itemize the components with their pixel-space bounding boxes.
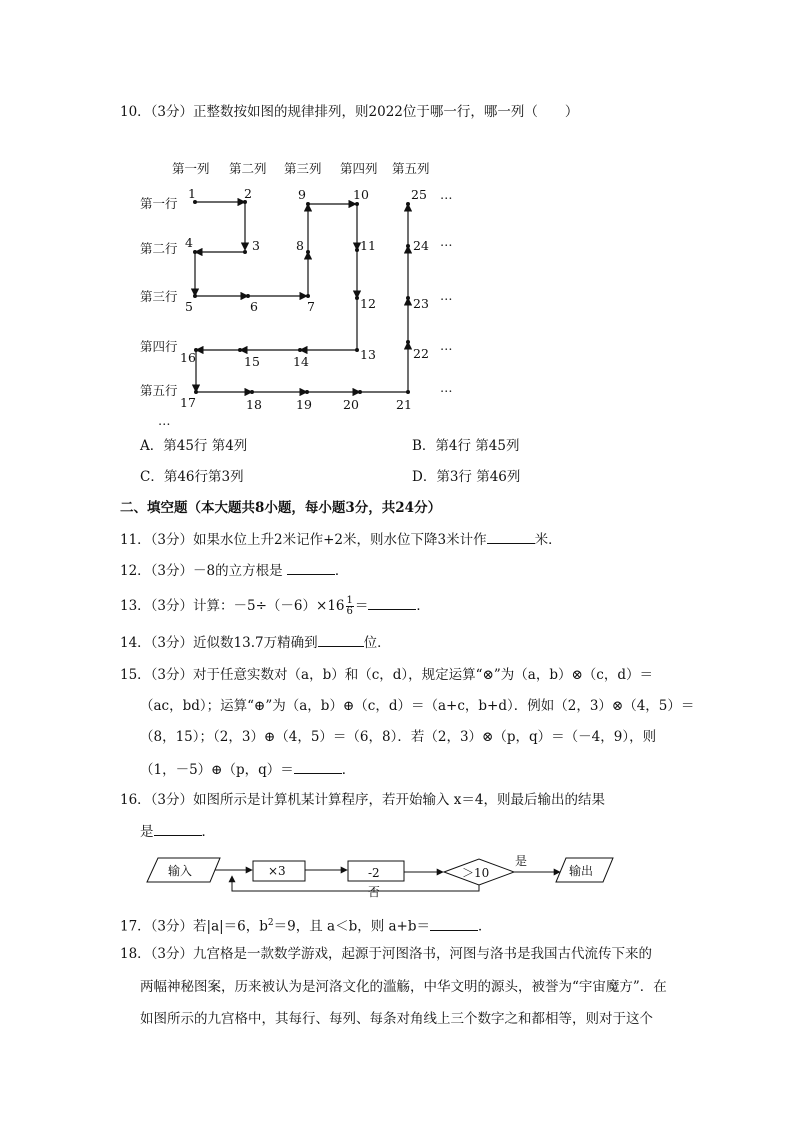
flow-minus2-label: -2 — [368, 866, 380, 880]
q17-text: 17．（3分）若|a|＝6，b — [120, 918, 268, 935]
num-6: 6 — [250, 299, 258, 314]
flow-no-label: 否 — [368, 885, 381, 899]
ellipsis-row2: … — [440, 234, 453, 249]
num-20: 20 — [343, 397, 359, 412]
num-25: 25 — [411, 187, 427, 202]
ellipsis-row3: … — [440, 288, 453, 303]
q10-option-a: A．第45行 第4列 — [140, 438, 248, 454]
q17-answer-blank — [430, 917, 478, 931]
row-header-3: 第三行 — [140, 289, 178, 304]
flow-times3-label: ×3 — [268, 864, 286, 878]
q18-line2: 两幅神秘图案，历来被认为是河洛文化的滥觞，中华文明的源头，被誉为“宇宙魔方”．在 — [140, 979, 667, 995]
q13-equals: ＝ — [354, 598, 369, 614]
q10-option-b: B．第4行 第45列 — [412, 438, 520, 454]
num-17: 17 — [180, 395, 196, 410]
q13-answer-blank — [368, 596, 416, 610]
q10-option-c: C．第46行第3列 — [140, 469, 244, 485]
num-19: 19 — [296, 397, 312, 412]
q15-line3: （8，15）；（2，3）⊕（4，5）＝（6，8）．若（2，3）⊗（p，q）＝（－4，9），则 — [140, 729, 657, 745]
num-10: 10 — [353, 187, 369, 202]
num-11: 11 — [360, 238, 376, 253]
section-title: 二、填空题（本大题共8小题，每小题3分，共24分） — [120, 500, 442, 516]
q12 — [120, 561, 348, 580]
q15-tail: ． — [341, 762, 356, 778]
num-24: 24 — [413, 238, 429, 253]
flow-yes-label: 是 — [515, 854, 528, 868]
q16-line2 — [140, 822, 215, 841]
ellipsis-row4: … — [440, 338, 453, 353]
row-header-1: 第一行 — [140, 196, 178, 211]
q18-line1: 18．（3分）九宫格是一款数学游戏，起源于河图洛书，河图与洛书是我国古代流传下来的 — [120, 946, 653, 962]
num-16: 16 — [180, 350, 196, 365]
num-8: 8 — [296, 238, 304, 253]
col-header-5: 第五列 — [392, 161, 430, 176]
num-9: 9 — [298, 187, 306, 202]
q15-line2: （ac，bd）；运算“⊕”为（a，b）⊕（c，d）＝（a+c，b+d）．例如（2，3）⊗（4，5）＝ — [140, 698, 695, 714]
num-12: 12 — [360, 296, 376, 311]
q13-tail: ． — [416, 598, 430, 614]
q17 — [120, 914, 492, 936]
flow-condition-label: ＞10 — [462, 866, 490, 880]
num-23: 23 — [413, 296, 429, 311]
num-3: 3 — [252, 238, 260, 253]
ellipsis-row5: … — [440, 380, 453, 395]
num-7: 7 — [307, 299, 315, 314]
q12-answer-blank — [287, 561, 335, 575]
q12-tail: ． — [334, 563, 349, 579]
q11-answer-blank — [487, 530, 535, 544]
col-header-1: 第一列 — [172, 161, 210, 176]
row-header-2: 第二行 — [140, 241, 178, 256]
num-14: 14 — [293, 354, 309, 369]
q10-stem: 10．（3分）正整数按如图的规律排列，则2022位于哪一行，哪一列（ ） — [120, 104, 579, 120]
q17-exponent: 2 — [267, 918, 274, 928]
ellipsis-row1: … — [440, 187, 453, 202]
q14-answer-blank — [318, 633, 364, 647]
flow-output-label: 输出 — [569, 864, 594, 878]
col-header-3: 第三列 — [284, 161, 322, 176]
q11-text: 11．（3分）如果水位上升2米记作+2米，则水位下降3米计作 — [120, 532, 487, 548]
col-header-2: 第二列 — [229, 161, 267, 176]
q11 — [120, 530, 562, 549]
q16-line1: 16．（3分）如图所示是计算机某计算程序，若开始输入 x＝4，则最后输出的结果 — [120, 792, 606, 808]
ellipsis-col1: … — [158, 413, 171, 428]
q18-line3: 如图所示的九宫格中，其每行、每列、每条对角线上三个数字之和都相等，则对于这个 — [140, 1011, 653, 1027]
num-5: 5 — [185, 299, 193, 314]
num-21: 21 — [396, 397, 412, 412]
q16-answer-blank — [154, 822, 202, 836]
num-4: 4 — [185, 235, 193, 250]
col-header-4: 第四列 — [340, 161, 378, 176]
num-1: 1 — [188, 186, 196, 201]
num-13: 13 — [360, 347, 376, 362]
row-header-5: 第五行 — [140, 383, 178, 398]
q16-line2-text: 是 — [140, 824, 154, 840]
q10-option-d: D．第3行 第46列 — [412, 469, 521, 485]
q16-flowchart — [0, 848, 794, 908]
q13 — [120, 596, 430, 617]
q14-text: 14．（3分）近似数13.7万精确到 — [120, 635, 318, 651]
q15-line4-text: （1，－5）⊕（p，q）＝ — [140, 762, 294, 778]
q13-fraction: $\frac{1}{6}$ — [346, 595, 353, 617]
q15-answer-blank — [294, 760, 342, 774]
row-header-4: 第四行 — [140, 339, 178, 354]
q15-line4 — [140, 760, 355, 779]
q13-text: 13．（3分）计算：－5÷（－6）×16 — [120, 598, 345, 614]
q12-text: 12．（3分）－8的立方根是 — [120, 563, 287, 579]
q11-tail: 米． — [534, 532, 562, 548]
q10-number-spiral-figure — [0, 0, 794, 440]
q17-tail: ． — [478, 918, 492, 935]
q14-tail: 位． — [363, 635, 391, 651]
num-2: 2 — [244, 186, 252, 201]
num-15: 15 — [244, 354, 260, 369]
q17-text2: ＝9，且 a＜b，则 a+b＝ — [273, 918, 431, 935]
flow-input-label: 输入 — [168, 864, 193, 878]
num-22: 22 — [413, 346, 429, 361]
q16-tail: ． — [201, 824, 215, 840]
num-18: 18 — [246, 397, 262, 412]
q14 — [120, 633, 391, 652]
q15-line1: 15．（3分）对于任意实数对（a，b）和（c，d），规定运算“⊗”为（a，b）⊗（c，d）＝ — [120, 667, 653, 683]
